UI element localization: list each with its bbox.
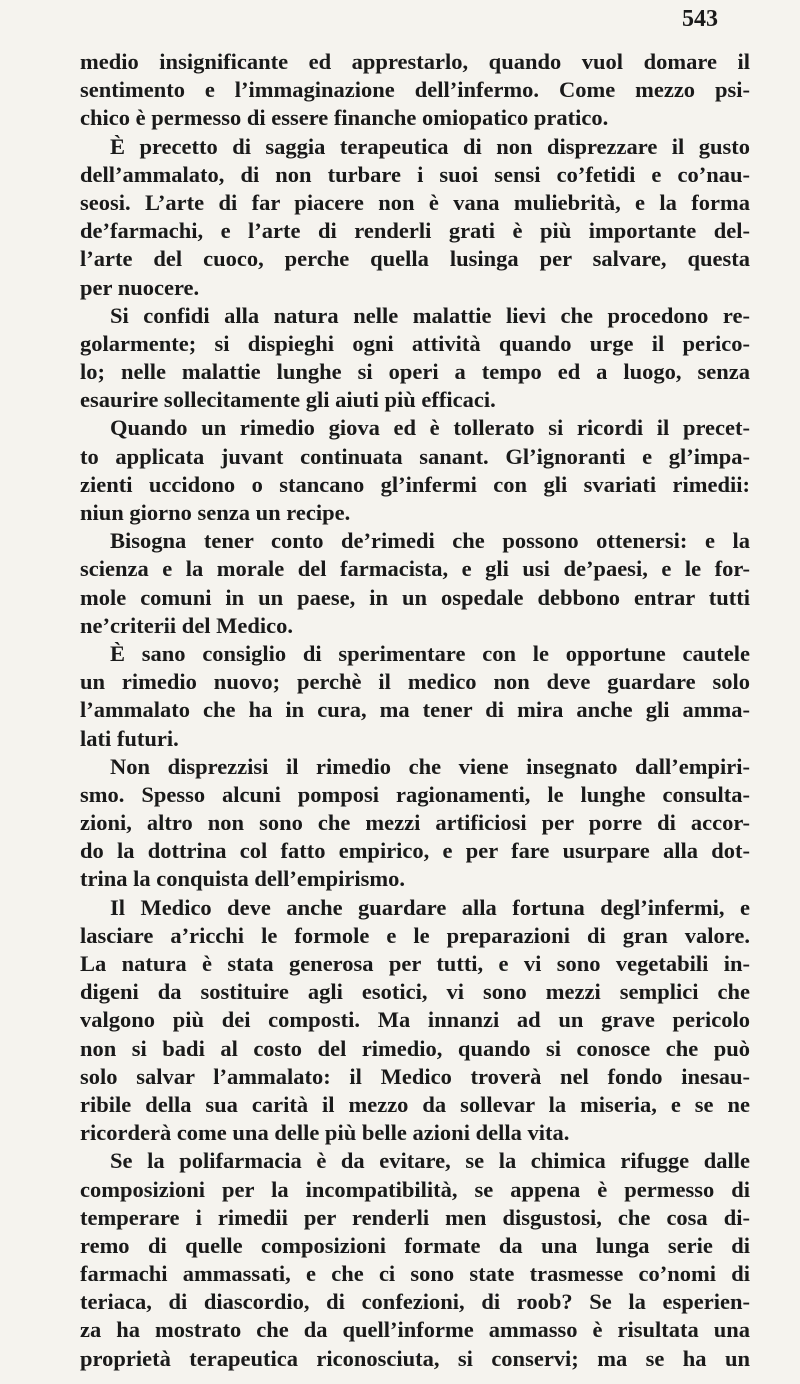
- text-line: l’arte del cuoco, perche quella lusinga per salvare, questa: [80, 246, 750, 272]
- text-line: ne’criterii del Medico.: [80, 612, 294, 638]
- text-line: valgono più dei composti. Ma innanzi ad un grave pericolo: [80, 1007, 750, 1033]
- text-line: mole comuni in un paese, in un ospedale debbono entrar tutti: [80, 584, 750, 610]
- text-line: sentimento e l’immaginazione dell’infermo. Come mezzo psi-: [80, 77, 750, 103]
- text-line: non si badi al costo del rimedio, quando si conosce che può: [80, 1035, 750, 1061]
- text-line: per nuocere.: [80, 274, 200, 300]
- text-line: un rimedio nuovo; perchè il medico non deve guardare solo: [80, 669, 750, 695]
- text-line: smo. Spesso alcuni pomposi ragionamenti, le lunghe consulta-: [80, 781, 750, 807]
- text-line: scienza e la morale del farmacista, e gli usi de’paesi, e le for-: [80, 556, 750, 582]
- text-line: teriaca, di diascordio, di confezioni, di roob? Se la esperien-: [80, 1289, 750, 1315]
- text-line: seosi. L’arte di far piacere non è vana muliebrità, e la forma: [80, 189, 750, 215]
- text-line: ricorderà come una delle più belle azioni della vita.: [80, 1120, 570, 1146]
- text-line: do la dottrina col fatto empirico, e per fare usurpare alla dot-: [80, 838, 750, 864]
- text-line: È sano consiglio di sperimentare con le opportune cautele: [110, 640, 750, 666]
- text-line: Bisogna tener conto de’rimedi che possono ottenersi: e la: [110, 528, 750, 554]
- text-line: digeni da sostituire agli esotici, vi sono mezzi semplici che: [80, 979, 750, 1005]
- text-line: niun giorno senza un recipe.: [80, 500, 351, 525]
- body-text: [80, 48, 750, 1373]
- text-line: Quando un rimedio giova ed è tollerato si ricordi il precet-: [110, 415, 750, 441]
- text-line: zioni, altro non sono che mezzi artificiosi per porre di accor-: [80, 810, 750, 836]
- text-line: proprietà terapeutica riconosciuta, si conservi; ma se ha un: [80, 1345, 750, 1371]
- text-line: Si confidi alla natura nelle malattie lievi che procedono re-: [110, 302, 750, 328]
- text-line: za ha mostrato che da quell’informe ammasso è risultata una: [80, 1317, 750, 1343]
- text-line: lasciare a’ricchi le formole e le preparazioni di gran valore.: [80, 922, 750, 948]
- text-line: Non disprezzisi il rimedio che viene insegnato dall’empiri-: [110, 753, 750, 779]
- text-line: Il Medico deve anche guardare alla fortuna degl’infermi, e: [110, 894, 750, 920]
- text-line: chico è permesso di essere finanche omiopatico pratico.: [80, 105, 609, 131]
- text-line: medio insignificante ed apprestarlo, quando vuol domare il: [80, 49, 750, 74]
- text-line: ribile della sua carità il mezzo da sollevar la miseria, e se ne: [80, 1091, 750, 1117]
- text-line: solo salvar l’ammalato: il Medico troverà nel fondo inesau-: [80, 1063, 750, 1089]
- text-line: trina la conquista dell’empirismo.: [80, 866, 405, 892]
- text-line: La natura è stata generosa per tutti, e vi sono vegetabili in-: [80, 951, 750, 976]
- page-number: 543: [682, 6, 718, 32]
- text-line: de’farmachi, e l’arte di renderli grati è più importante del-: [80, 218, 750, 244]
- text-line: dell’ammalato, di non turbare i suoi sensi co’fetidi e co’nau-: [80, 161, 750, 187]
- text-line: zienti uccidono o stancano gl’infermi con gli svariati rimedii:: [80, 471, 750, 497]
- text-line: to applicata juvant continuata sanant. Gl’ignoranti e gl’impa-: [80, 443, 750, 469]
- text-line: esaurire sollecitamente gli aiuti più efficaci.: [80, 387, 496, 413]
- text-line: golarmente; si dispieghi ogni attività quando urge il perico-: [80, 330, 750, 356]
- text-line: farmachi ammassati, e che ci sono state trasmesse co’nomi di: [80, 1261, 750, 1287]
- text-line: È precetto di saggia terapeutica di non disprezzare il gusto: [110, 133, 750, 159]
- text-line: Se la polifarmacia è da evitare, se la chimica rifugge dalle: [110, 1148, 750, 1174]
- text-line: temperare i rimedii per renderli men disgustosi, che cosa di-: [80, 1204, 750, 1230]
- text-line: l’ammalato che ha in cura, ma tener di mira anche gli amma-: [80, 697, 750, 723]
- text-line: remo di quelle composizioni formate da una lunga serie di: [80, 1232, 750, 1258]
- text-line: composizioni per la incompatibilità, se appena è permesso di: [80, 1176, 750, 1202]
- text-line: lati futuri.: [80, 725, 179, 751]
- text-line: lo; nelle malattie lunghe si operi a tempo ed a luogo, senza: [80, 359, 750, 385]
